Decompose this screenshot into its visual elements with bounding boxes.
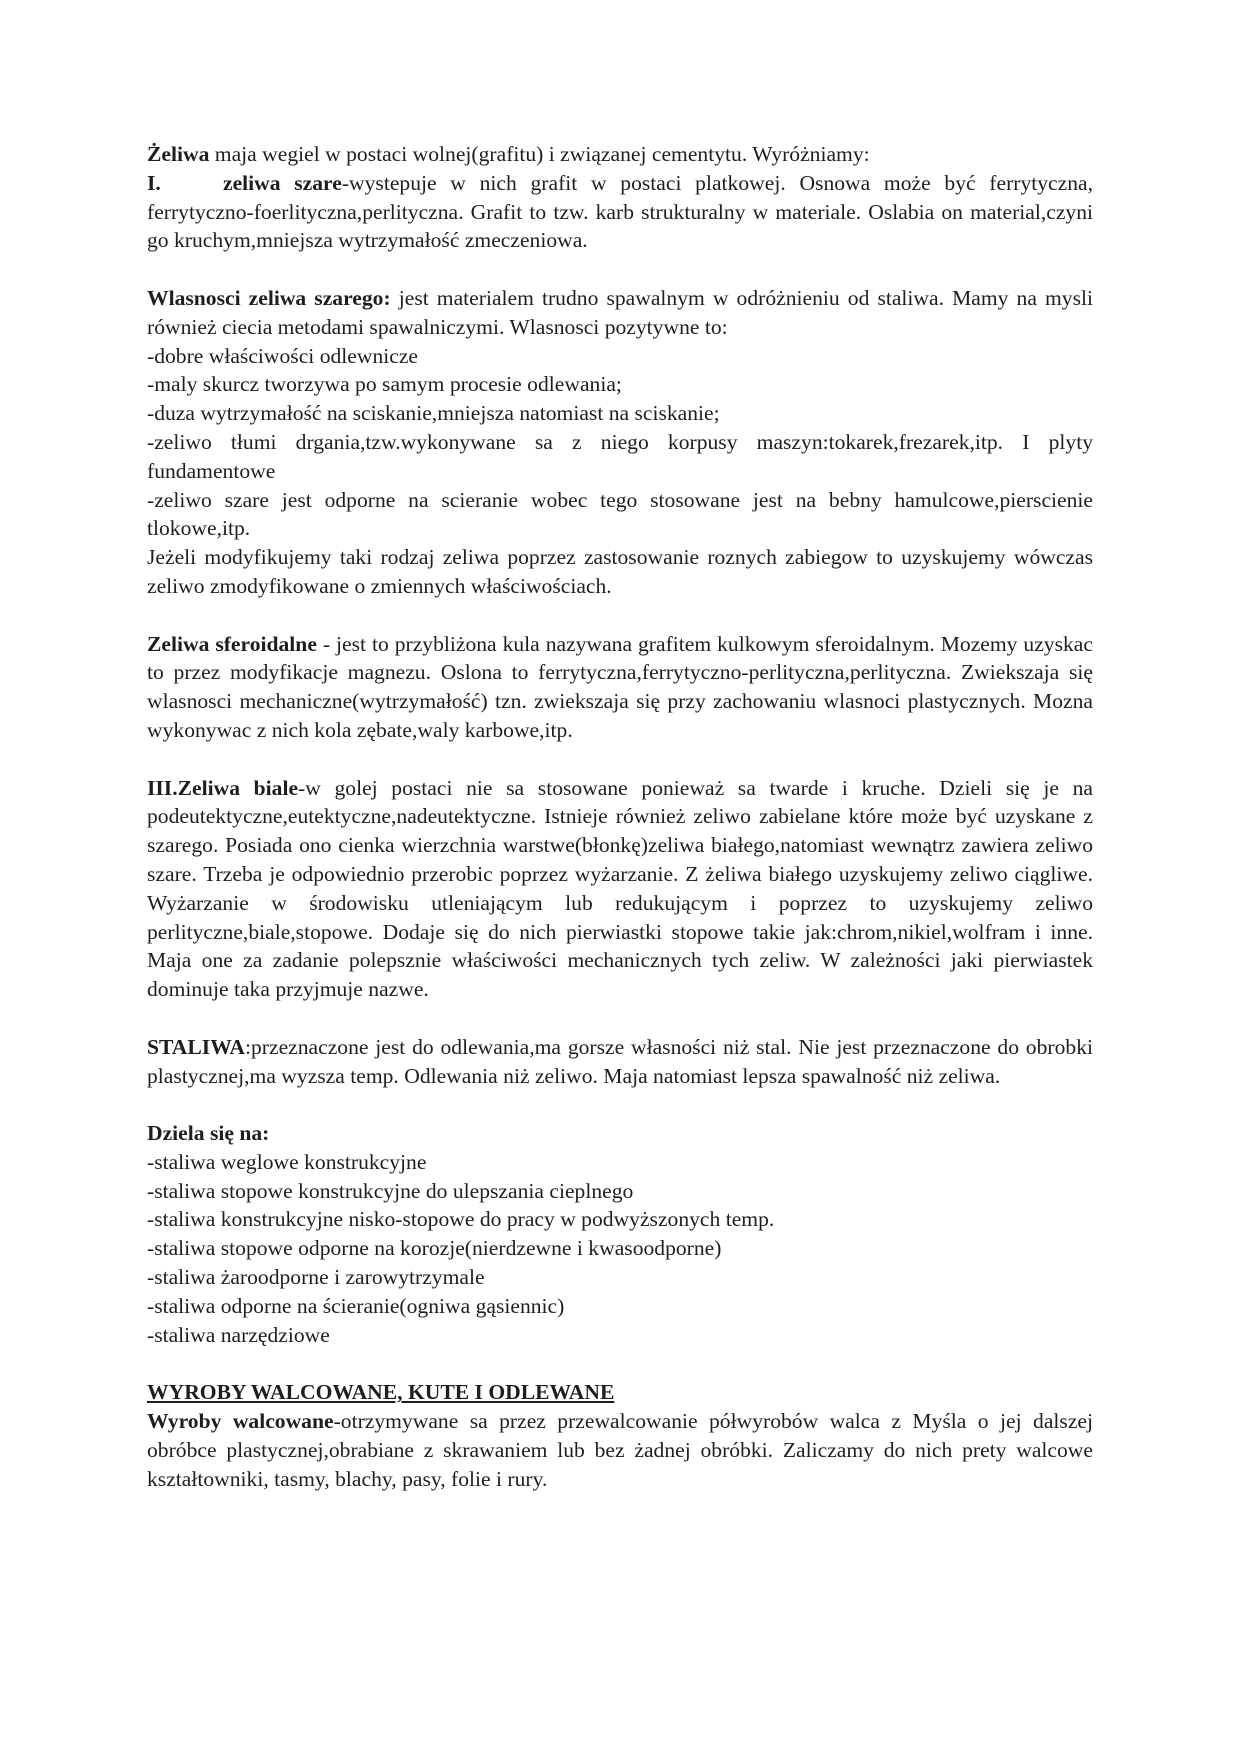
- paragraph-gap: [147, 1090, 1093, 1119]
- term-zeliwa-szare: zeliwa szare: [223, 170, 342, 195]
- paragraph-zeliwa-biale: [147, 774, 1093, 1004]
- section-heading-wyroby: WYROBY WALCOWANE, KUTE I ODLEWANE: [147, 1380, 615, 1405]
- paragraph-zeliwa-sferoidalne: [147, 630, 1093, 745]
- wyroby-walcowane-text: -otrzymywane sa przez przewalcowanie półwyrobów walca z Myśla o jej dalszej obróbce plastycznej,obrabiane z skrawaniem lub bez żadnej obróbki. Zaliczamy do nich prety walcowe kształtowniki, tasmy, blachy, pasy, folie i rury.: [147, 1409, 1093, 1491]
- list-item: -duza wytrzymałość na sciskanie,mniejsza natomiast na sciskanie;: [147, 401, 720, 426]
- biale-text: -w golej postaci nie sa stosowane ponieważ sa twarde i kruche. Dzieli się je na podeutektyczne,eutektyczne,nadeutektyczne. Istnieje również zeliwo zabielane które może być uzyskane z szarego. Posiada ono cienka wierzchnia warstwe(błonkę)zeliwa białego,natomiast wewnątrz zawiera zeliwo szare. Trzeba je odpowiednio przerobic poprzez wyżarzanie. Z żeliwa białego uzyskujemy zeliwo ciągliwe. Wyżarzanie w środowisku utleniającym lub redukującym i poprzez to uzyskujemy zeliwo perlityczne,biale,stopowe. Dodaje się do nich pierwiastki stopowe takie jak:chrom,nikiel,wolfram i inne. Maja one za zadanie polepsznie właściwości mechanicznych tych zeliw. W zależności jaki pierwiastek dominuje taka przyjmuje nazwe.: [147, 775, 1093, 1002]
- list-item: -zeliwo tłumi drgania,tzw.wykonywane sa z niego korpusy maszyn:tokarek,frezarek,itp. I plyty fundamentowe: [147, 429, 1093, 483]
- paragraph-wyroby-walcowane: [147, 1407, 1093, 1493]
- list-item: -staliwa konstrukcyjne nisko-stopowe do pracy w podwyższonych temp.: [147, 1207, 775, 1232]
- staliwa-list: [147, 1119, 1093, 1349]
- paragraph-gap: [147, 1004, 1093, 1033]
- list-item: -maly skurcz tworzywa po samym procesie odlewania;: [147, 372, 622, 397]
- list-item: -staliwa stopowe konstrukcyjne do ulepszania cieplnego: [147, 1178, 634, 1203]
- paragraph-zeliwa-szare: [147, 169, 1093, 255]
- paragraph-zeliwa-intro: [147, 140, 1093, 169]
- list-item: -zeliwo szare jest odporne na scieranie wobec tego stosowane jest na bebny hamulcowe,pierscienie tlokowe,itp.: [147, 487, 1093, 541]
- term-wyroby-walcowane: Wyroby walcowane: [147, 1409, 334, 1434]
- term-wlasnosci: Wlasnosci zeliwa szarego:: [147, 285, 391, 310]
- paragraph-wlasnosci: [147, 284, 1093, 342]
- list-item: -staliwa weglowe konstrukcyjne: [147, 1149, 427, 1174]
- list-item: -staliwa narzędziowe: [147, 1322, 330, 1347]
- list-item: -staliwa żaroodporne i zarowytrzymale: [147, 1265, 485, 1290]
- list-item: -dobre właściwości odlewnicze: [147, 343, 419, 368]
- term-zeliwa-sferoidalne: Zeliwa sferoidalne: [147, 631, 317, 656]
- paragraph-staliwa: [147, 1033, 1093, 1091]
- term-zeliwa-biale: III.Zeliwa biale: [147, 775, 299, 800]
- list-item: -staliwa stopowe odporne na korozje(nierdzewne i kwasoodporne): [147, 1236, 722, 1261]
- wlasnosci-text: jest materialem trudno spawalnym w odróżnieniu od staliwa. Mamy na mysli również ciecia metodami spawalniczymi. Wlasnosci pozytywne to:: [147, 285, 1093, 339]
- list-item: Jeżeli modyfikujemy taki rodzaj zeliwa poprzez zastosowanie roznych zabiegow to uzyskujemy wówczas zeliwo zmodyfikowane o zmiennych właściwościach.: [147, 545, 1093, 598]
- term-zeliwa: Żeliwa: [147, 142, 210, 166]
- list-item: -staliwa odporne na ścieranie(ogniwa gąsiennic): [147, 1293, 565, 1318]
- sferoidalne-text: - jest to przybliżona kula nazywana grafitem kulkowym sferoidalnym. Mozemy uzyskac to przez modyfikacje magnezu. Oslona to ferrytyczna,ferrytyczno-perlityczna,perlityczna. Zwiekszaja się wlasnosci mechaniczne(wytrzymałość) tzn. zwiekszaja się przy zachowaniu wlasnoci plastycznych. Mozna wykonywac z nich kola zębate,waly karbowe,itp.: [147, 631, 1093, 742]
- paragraph-gap: [147, 745, 1093, 774]
- paragraph-gap: [147, 601, 1093, 630]
- roman-numeral-one: I.: [147, 170, 161, 195]
- paragraph-gap: [147, 255, 1093, 284]
- term-staliwa: STALIWA: [147, 1034, 246, 1059]
- term-dziela-sie-na: Dziela się na:: [147, 1121, 270, 1146]
- paragraph-gap: [147, 1349, 1093, 1378]
- staliwa-text: :przeznaczone jest do odlewania,ma gorsze własności niż stal. Nie jest przeznaczone do obrobki plastycznej,ma wyzsza temp. Odlewania niż zeliwo. Maja natomiast lepsza spawalność niż zeliwa.: [147, 1034, 1093, 1088]
- zeliwa-szare-text: -wystepuje w nich grafit w postaci platkowej. Osnowa może być ferrytyczna, ferrytyczno-foerlityczna,perlityczna. Grafit to tzw. karb strukturalny w materiale. Oslabia on material,czyni go kruchym,mniejsza wytrzymałość zmeczeniowa.: [147, 170, 1093, 253]
- list-heading: [147, 1119, 1093, 1148]
- intro-text: maja wegiel w postaci wolnej(grafitu) i związanej cementytu. Wyróżniamy:: [209, 142, 870, 166]
- document-page: [147, 140, 1093, 1493]
